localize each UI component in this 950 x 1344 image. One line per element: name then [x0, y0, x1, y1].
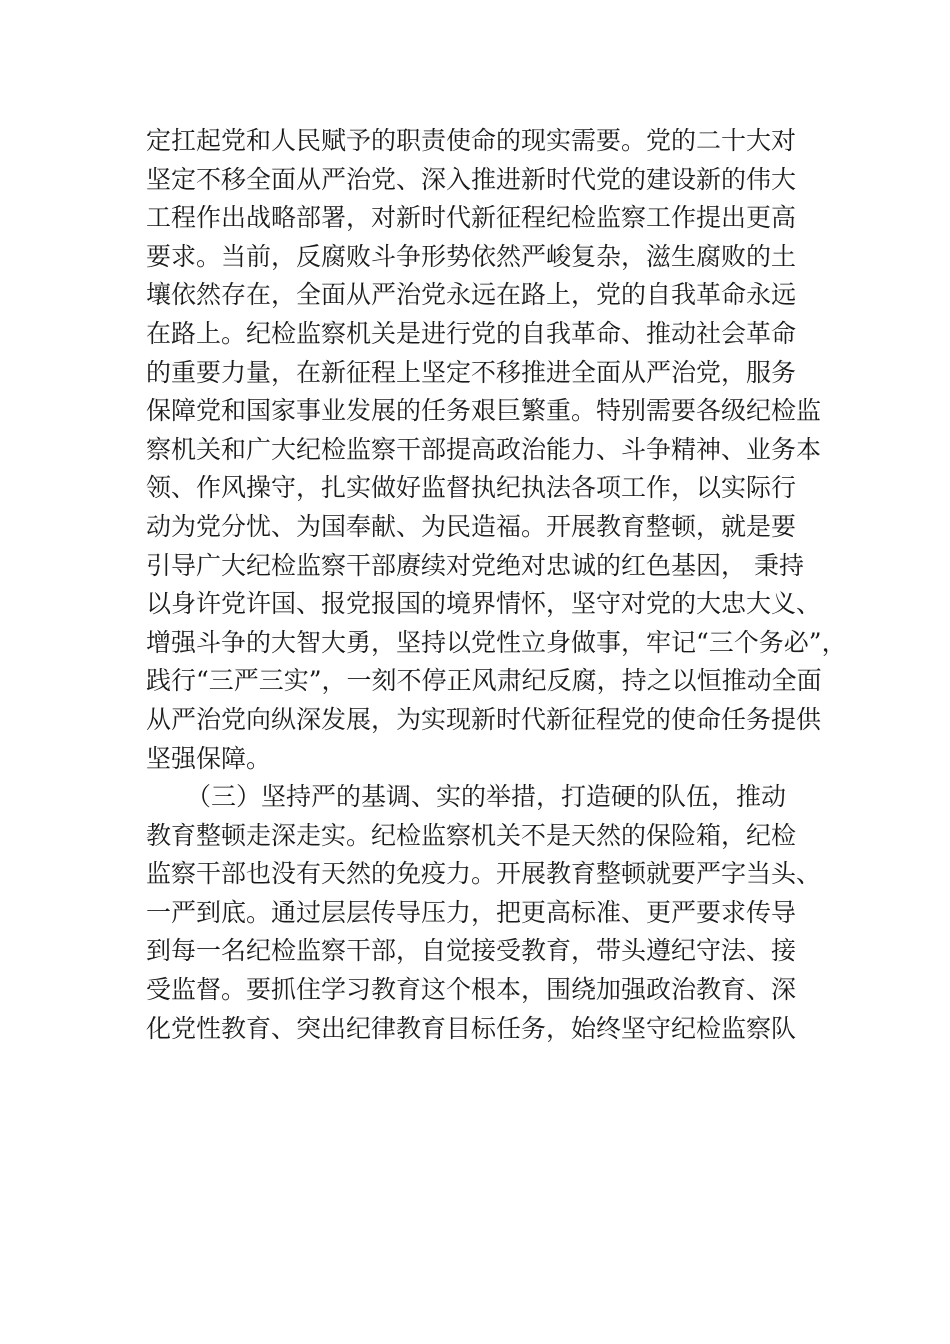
section-heading-line: （三）坚持严的基调、实的举措，打造硬的队伍，推动	[186, 782, 787, 812]
text-line: 坚强保障。	[146, 743, 272, 773]
text-line: 坚定不移全面从严治党、深入推进新时代党的建设新的伟大	[146, 164, 797, 194]
text-line: 定扛起党和人民赋予的职责使命的现实需要。党的二十大对	[146, 126, 797, 155]
text-line: 以身许党许国、报党报国的境界情怀，坚守对党的大忠大义、	[146, 589, 822, 619]
text-line: 增强斗争的大智大勇，坚持以党性立身做事，牢记“三个务必”，	[146, 627, 847, 657]
text-line: 到每一名纪检监察干部，自觉接受教育，带头遵纪守法、接	[146, 936, 797, 966]
text-line: 从严治党向纵深发展，为实现新时代新征程党的使命任务提供	[146, 704, 822, 734]
text-line: 领、作风操守，扎实做好监督执纪执法各项工作，以实际行	[146, 473, 797, 503]
text-line: 的重要力量，在新征程上坚定不移推进全面从严治党，服务	[146, 357, 797, 387]
text-line: 受监督。要抓住学习教育这个根本，围绕加强政治教育、深	[146, 975, 797, 1005]
body-text	[146, 122, 847, 1048]
text-line: 在路上。纪检监察机关是进行党的自我革命、推动社会革命	[146, 318, 797, 348]
text-line: 化党性教育、突出纪律教育目标任务，始终坚守纪检监察队	[146, 1013, 797, 1043]
text-line: 引导广大纪检监察干部赓续对党绝对忠诚的红色基因， 秉持	[146, 550, 804, 580]
text-line: 践行“三严三实”，一刻不停正风肃纪反腐，持之以恒推动全面	[146, 666, 822, 696]
text-line: 一严到底。通过层层传导压力，把更高标准、更严要求传导	[146, 897, 797, 927]
text-line: 动为党分忧、为国奉献、为民造福。开展教育整顿，就是要	[146, 511, 797, 541]
text-line: 监察干部也没有天然的免疫力。开展教育整顿就要严字当头、	[146, 859, 822, 889]
text-line: 要求。当前，反腐败斗争形势依然严峻复杂，滋生腐败的土	[146, 241, 797, 271]
text-line: 工程作出战略部署，对新时代新征程纪检监察工作提出更高	[146, 203, 797, 233]
text-line: 教育整顿走深走实。纪检监察机关不是天然的保险箱，纪检	[146, 820, 797, 850]
text-line: 察机关和广大纪检监察干部提高政治能力、斗争精神、业务本	[146, 434, 822, 464]
text-line: 壤依然存在，全面从严治党永远在路上，党的自我革命永远	[146, 280, 797, 310]
text-line: 保障党和国家事业发展的任务艰巨繁重。特别需要各级纪检监	[146, 396, 822, 426]
